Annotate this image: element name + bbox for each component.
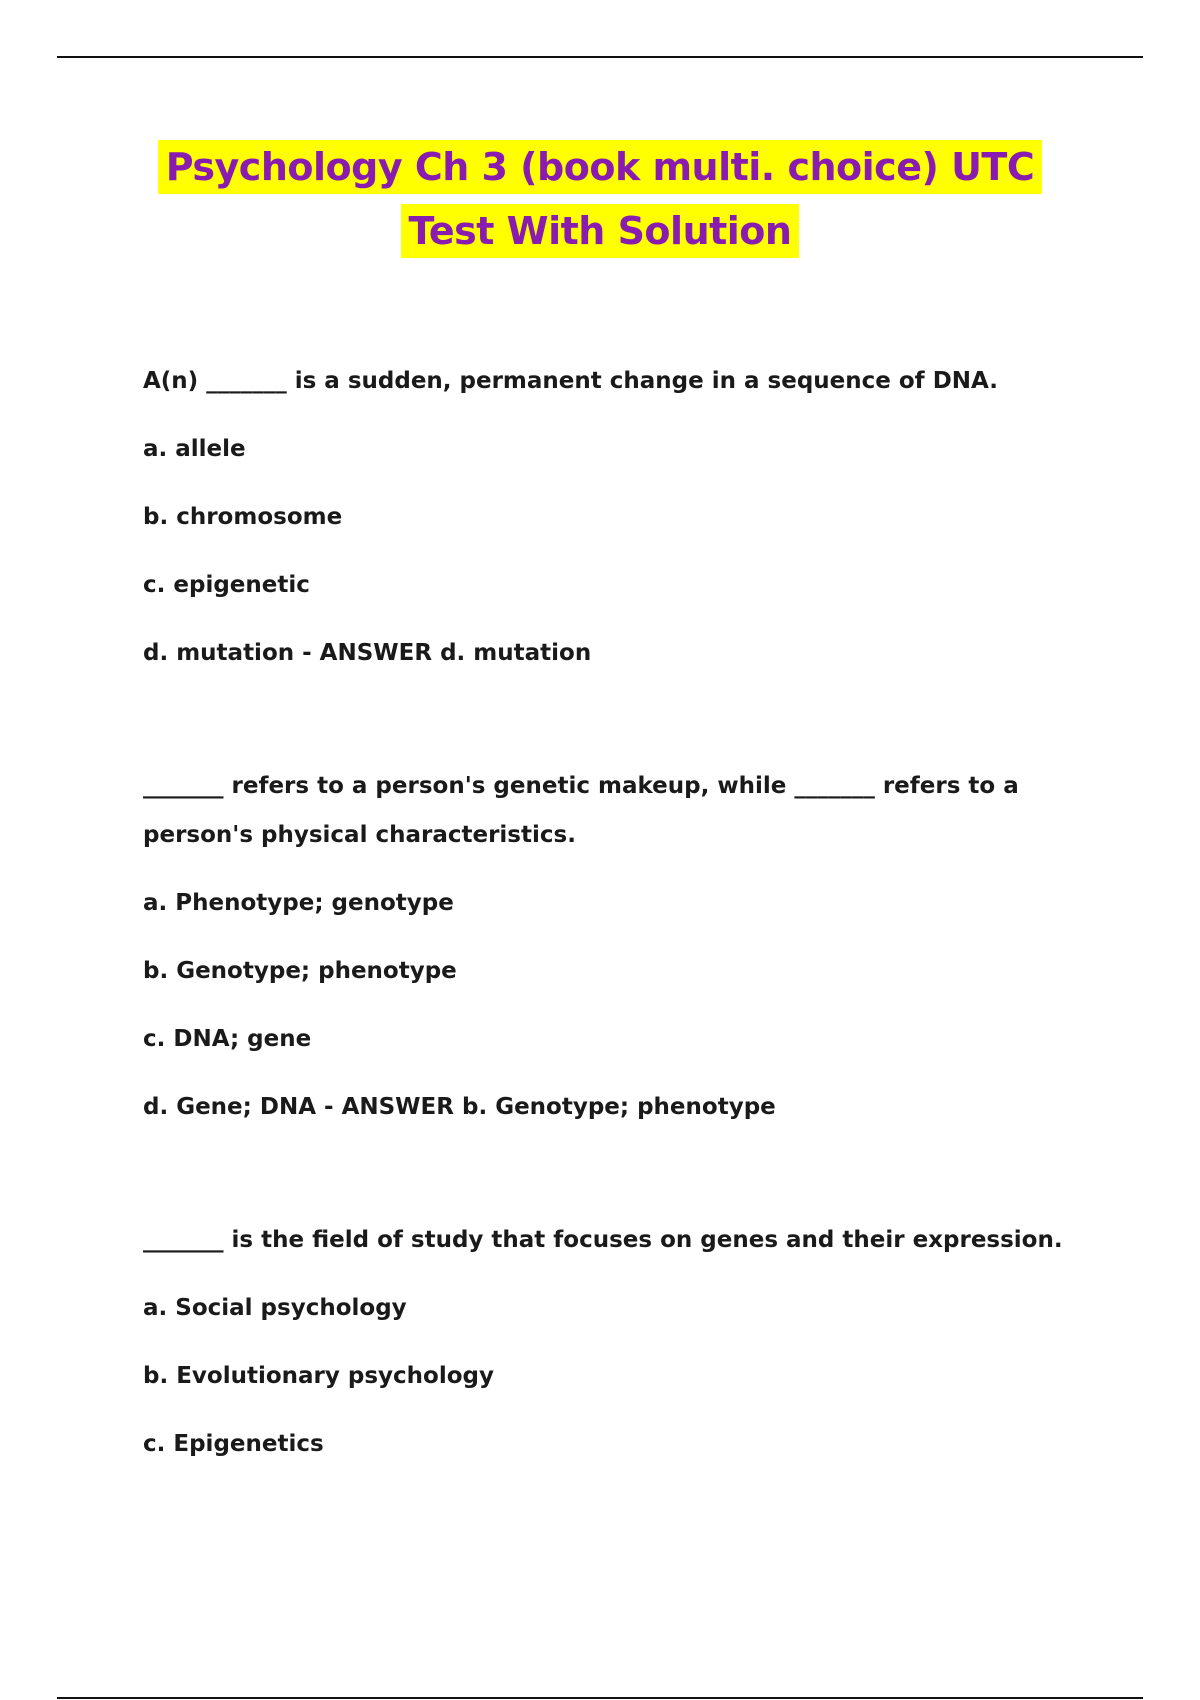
question-3-option-b: b. Evolutionary psychology [143,1363,494,1389]
title-line-1: Psychology Ch 3 (book multi. choice) UTC [158,140,1043,194]
question-list [143,357,1103,1469]
question-2-option-b: b. Genotype; phenotype [143,958,457,984]
question-3 [143,1216,1103,1469]
question-2-option-d-answer: d. Gene; DNA - ANSWER b. Genotype; phenotype [143,1094,776,1120]
title-line-2: Test With Solution [401,204,800,258]
question-3-prompt: _______ is the field of study that focuses on genes and their expression. [143,1227,1063,1253]
question-2 [143,762,1103,1132]
question-1 [143,357,1103,678]
question-2-prompt: _______ refers to a person's genetic makeup, while _______ refers to a person's physical characteristics. [143,773,1019,848]
question-2-option-c: c. DNA; gene [143,1026,312,1052]
document-title [0,140,1200,258]
top-rule [57,56,1143,58]
question-1-option-c: c. epigenetic [143,572,310,598]
question-2-option-a: a. Phenotype; genotype [143,890,454,916]
question-3-option-a: a. Social psychology [143,1295,407,1321]
question-1-option-d-answer: d. mutation - ANSWER d. mutation [143,640,592,666]
bottom-rule [57,1697,1143,1699]
question-1-option-b: b. chromosome [143,504,343,530]
question-3-option-c: c. Epigenetics [143,1431,324,1457]
question-1-prompt: A(n) _______ is a sudden, permanent change in a sequence of DNA. [143,368,998,394]
question-1-option-a: a. allele [143,436,246,462]
